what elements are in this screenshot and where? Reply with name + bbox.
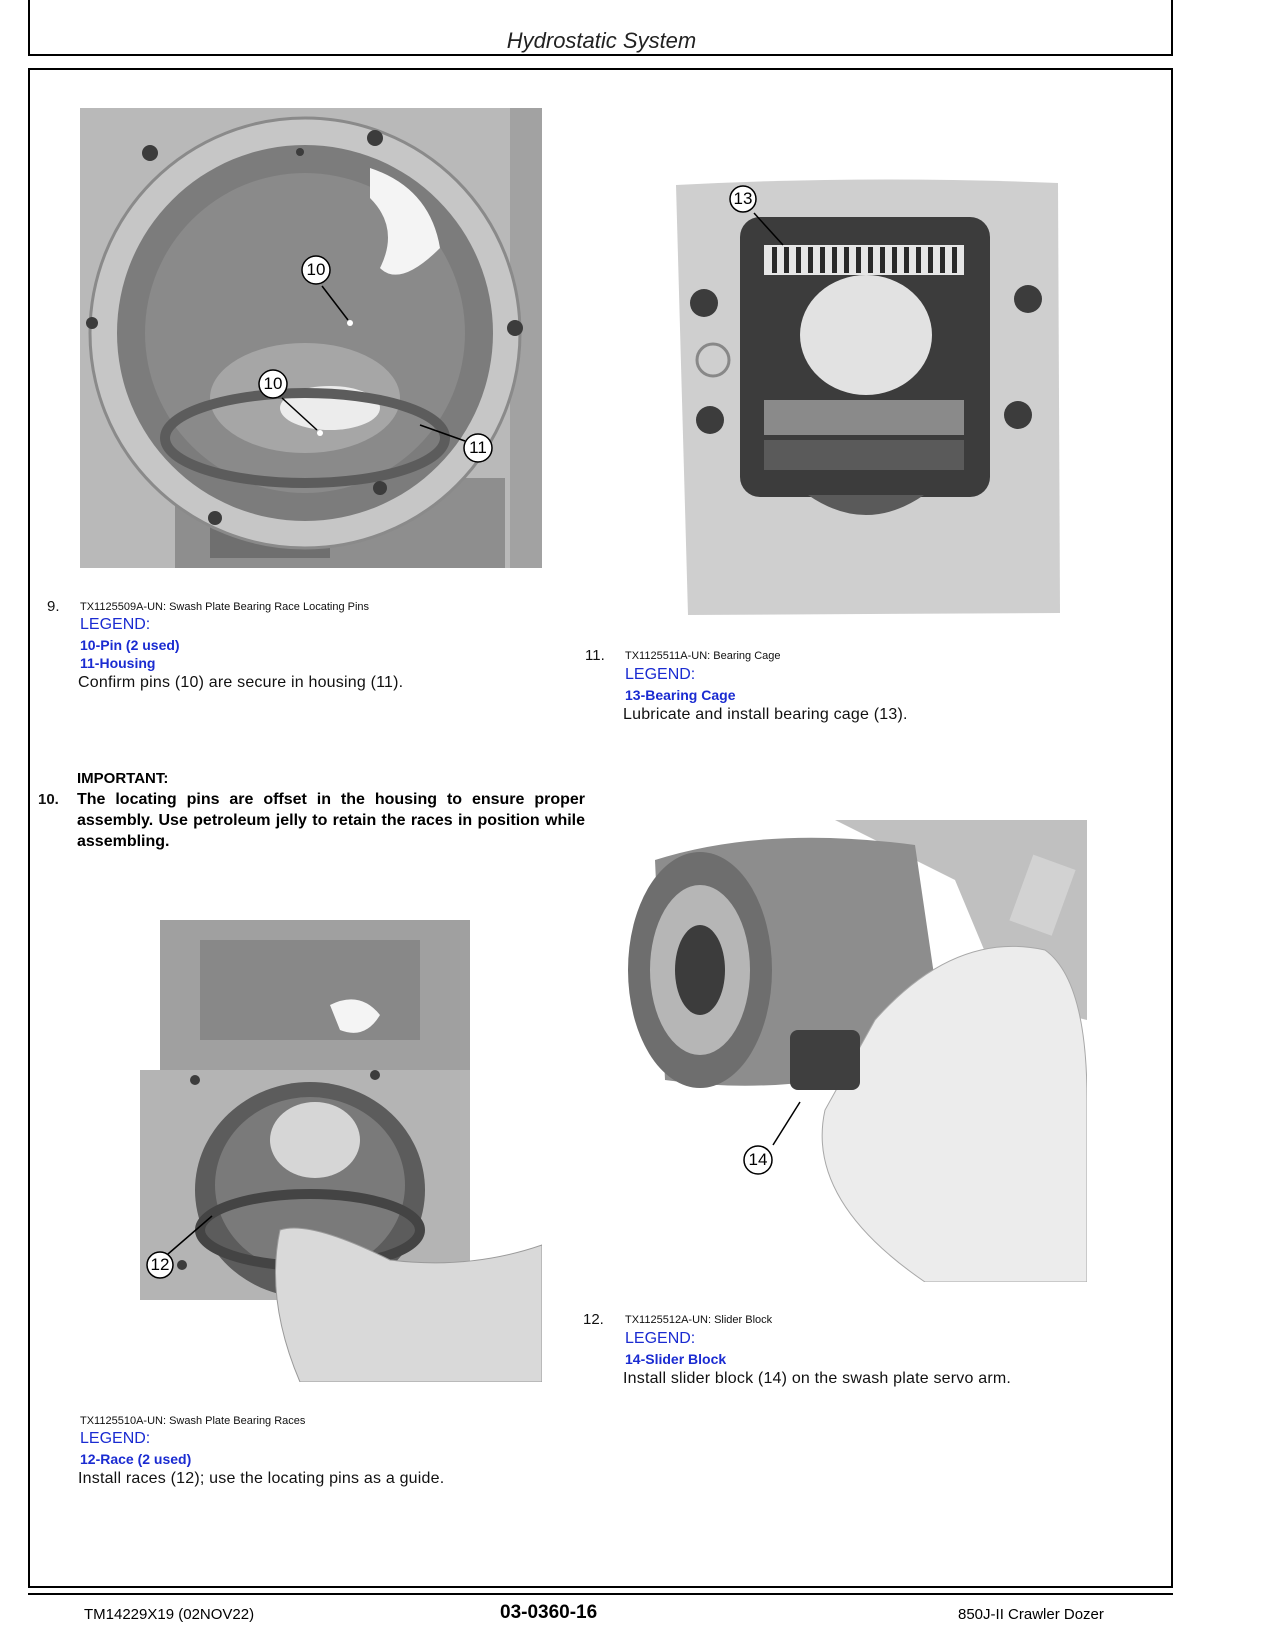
step-12-legend-item: 14-Slider Block [625, 1351, 727, 1367]
step-9-caption: TX1125509A-UN: Swash Plate Bearing Race Locating Pins [80, 601, 370, 613]
step-9-instruction: Confirm pins (10) are secure in housing (11). [78, 674, 404, 691]
step-12-legend-title: LEGEND: [625, 1330, 696, 1347]
slider-block-illustration [625, 820, 1087, 1282]
step-12-instruction: Install slider block (14) on the swash plate servo arm. [623, 1370, 1012, 1387]
step-11-caption: TX1125511A-UN: Bearing Cage [625, 650, 781, 662]
step-9-legend-item: 11-Housing [80, 655, 156, 671]
step-9-number: 9. [47, 598, 60, 615]
photo-bearing-races [140, 920, 542, 1382]
step-12-caption: TX1125512A-UN: Slider Block [625, 1314, 773, 1326]
photo-bearing-cage [668, 175, 1064, 618]
step-10-caption: TX1125510A-UN: Swash Plate Bearing Races [80, 1415, 306, 1427]
photo-slider-block [625, 820, 1087, 1282]
important-text: The locating pins are offset in the housing to ensure proper assembly. Use petroleum jelly to retain the races in position while assembling. [77, 791, 585, 850]
footer-machine: 850J-II Crawler Dozer [958, 1606, 1104, 1623]
footer-rule [28, 1593, 1173, 1595]
step-11-number: 11. [585, 647, 605, 664]
step-10-number: 10. [38, 791, 59, 808]
step-11-instruction: Lubricate and install bearing cage (13). [623, 706, 908, 723]
step-9-legend-title: LEGEND: [80, 616, 151, 633]
step-9-legend-item: 10-Pin (2 used) [80, 637, 180, 653]
callout-10-lower: 10 [263, 374, 283, 393]
callout-12: 12 [150, 1255, 170, 1274]
step-10-instruction: Install races (12); use the locating pins as a guide. [78, 1470, 445, 1487]
step-11-legend-title: LEGEND: [625, 666, 696, 683]
bearing-cage-illustration [668, 175, 1064, 618]
callout-13: 13 [733, 189, 753, 208]
housing-illustration [80, 108, 542, 568]
photo-locating-pins [80, 108, 542, 568]
callout-14: 14 [748, 1150, 768, 1169]
callout-10-upper: 10 [306, 260, 326, 279]
step-11-legend-item: 13-Bearing Cage [625, 687, 736, 703]
step-10-legend-title: LEGEND: [80, 1430, 151, 1447]
page-title: Hydrostatic System [506, 28, 697, 53]
step-12-number: 12. [583, 1311, 604, 1328]
races-illustration [140, 920, 542, 1382]
callout-11: 11 [469, 438, 487, 457]
important-label: IMPORTANT: [77, 770, 169, 787]
footer-doc-id: TM14229X19 (02NOV22) [84, 1606, 255, 1623]
footer-page-number: 03-0360-16 [500, 1602, 598, 1623]
step-10-legend-item: 12-Race (2 used) [80, 1451, 192, 1467]
